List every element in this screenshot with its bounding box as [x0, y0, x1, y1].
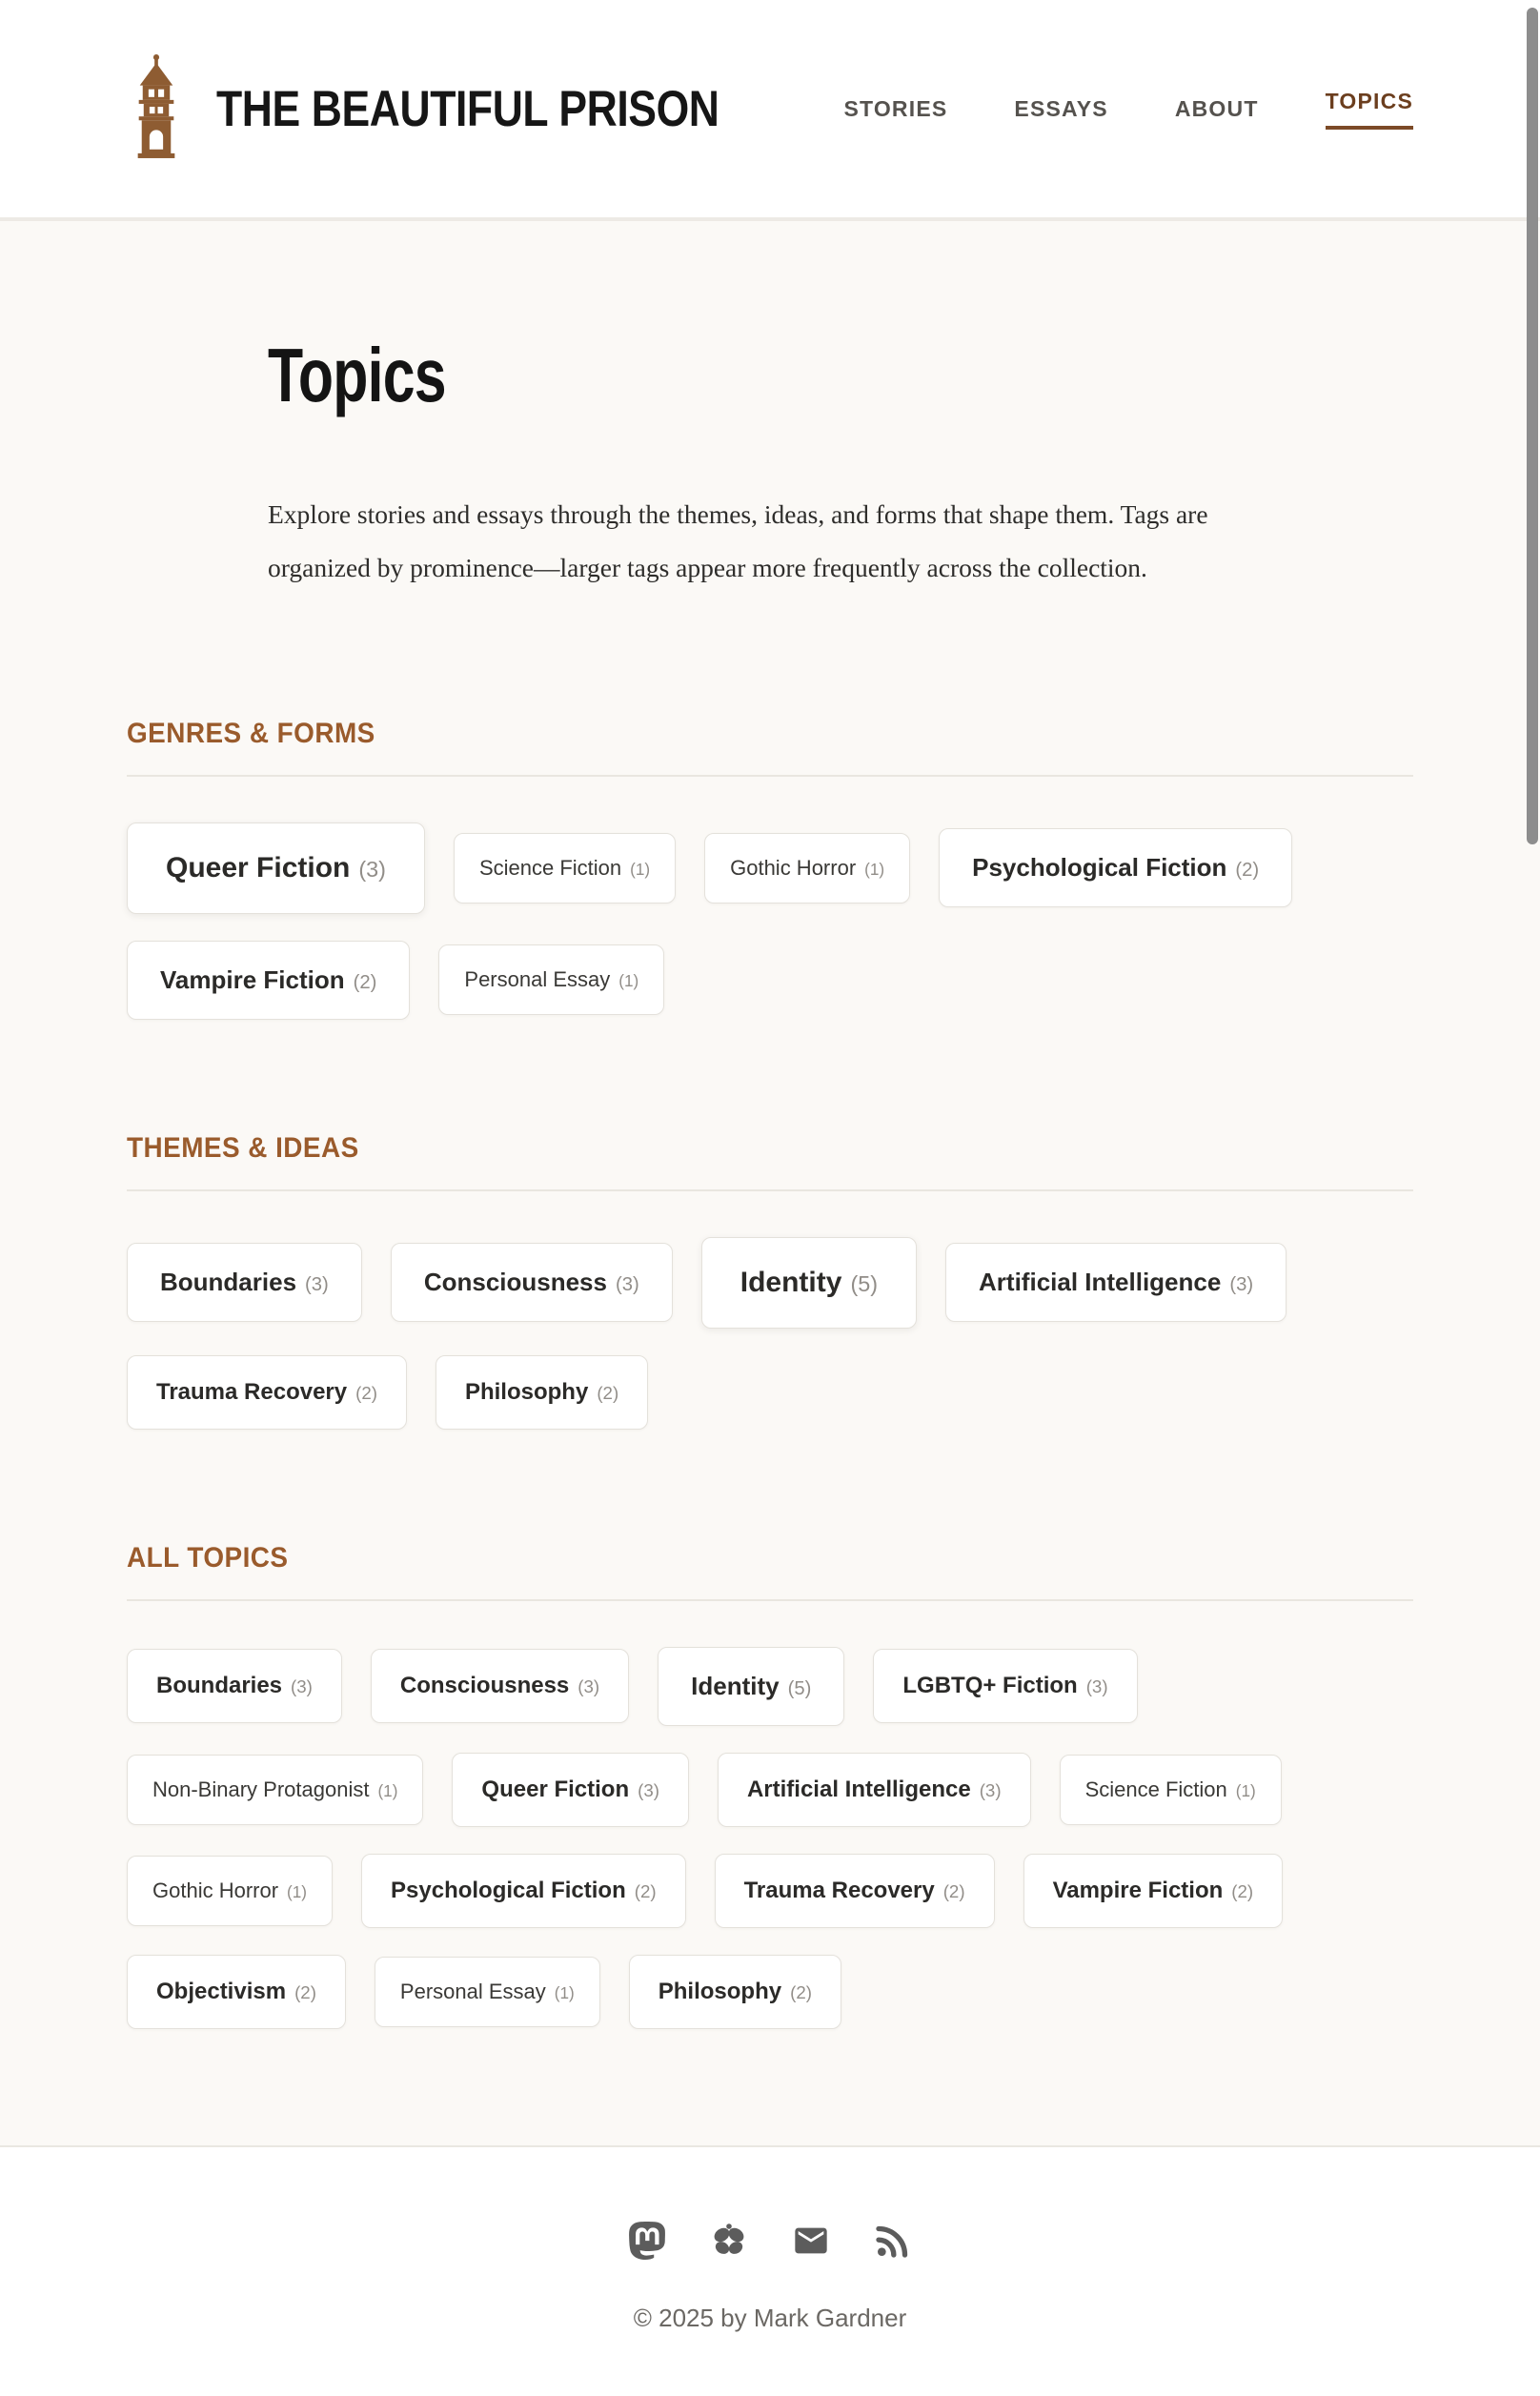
copyright: © 2025 by Mark Gardner: [633, 2303, 907, 2332]
tag-count: (3): [615, 1274, 639, 1296]
site-logo-link[interactable]: [127, 53, 815, 165]
tag-list: [127, 777, 1413, 1020]
tag-list: [127, 1601, 1413, 2029]
tag-count: (1): [630, 859, 651, 879]
tag-label: Trauma Recovery: [743, 1877, 935, 1903]
section-heading: GENRES & FORMS: [127, 717, 375, 749]
tag-count: (2): [353, 971, 377, 993]
tag-label: Personal Essay: [399, 1979, 546, 2003]
tag-label: Objectivism: [156, 1978, 287, 2004]
nav-stories[interactable]: STORIES: [843, 95, 948, 121]
tag-label: Vampire Fiction: [160, 964, 345, 994]
tag-label: Non-Binary Protagonist: [152, 1777, 370, 1801]
tag-label: Science Fiction: [1084, 1777, 1227, 1801]
tag-label: Psychological Fiction: [972, 853, 1227, 883]
section-heading: ALL TOPICS: [127, 1541, 289, 1574]
topic-tag[interactable]: [873, 1649, 1137, 1723]
topic-tag[interactable]: [127, 822, 425, 914]
topic-tag[interactable]: [939, 828, 1292, 907]
page-title: Topics: [268, 333, 446, 417]
tag-count: (3): [1085, 1676, 1108, 1697]
tag-count: (3): [291, 1676, 313, 1697]
tag-label: Consciousness: [423, 1268, 607, 1297]
topic-tag[interactable]: [629, 1955, 841, 2029]
tag-count: (2): [597, 1382, 619, 1403]
topic-tag[interactable]: [658, 1647, 844, 1726]
tag-label: Vampire Fiction: [1052, 1877, 1224, 1903]
tag-count: (2): [790, 1981, 812, 2002]
tag-count: (1): [287, 1881, 308, 1901]
tag-count: (1): [377, 1780, 398, 1800]
tag-label: Gothic Horror: [730, 855, 857, 880]
vertical-scrollbar[interactable]: [1527, 8, 1538, 844]
tag-count: (2): [634, 1880, 657, 1901]
tag-label: Queer Fiction: [166, 851, 351, 883]
nav-about[interactable]: ABOUT: [1174, 95, 1259, 121]
tag-label: Philosophy: [464, 1378, 589, 1405]
tag-label: Artificial Intelligence: [979, 1268, 1222, 1297]
topic-tag[interactable]: [127, 1243, 362, 1322]
topic-tag[interactable]: [127, 1755, 423, 1825]
tag-label: Gothic Horror: [152, 1878, 279, 1902]
topic-tag[interactable]: [945, 1243, 1287, 1322]
page-intro: Explore stories and essays through the themes, ideas, and forms that shape them. Tags are organized by prominence—larger tags appear more frequently across the collection.: [268, 499, 1208, 583]
tag-label: Personal Essay: [464, 967, 611, 992]
topic-tag[interactable]: [718, 1753, 1031, 1827]
tag-count: (3): [578, 1676, 600, 1697]
nav-topics[interactable]: TOPICS: [1326, 89, 1413, 130]
section-themes-ideas: [127, 1132, 1413, 1430]
tag-count: (5): [850, 1270, 879, 1296]
social-icons-row: [0, 2222, 1540, 2260]
topic-tag[interactable]: [127, 1856, 333, 1926]
tag-count: (2): [1231, 1880, 1254, 1901]
section-all-topics: [127, 1542, 1413, 2029]
tag-count: (1): [864, 859, 885, 879]
topic-tag[interactable]: [715, 1854, 995, 1928]
site-footer: [0, 2145, 1540, 2396]
sections-container: [127, 718, 1413, 2029]
mastodon-icon[interactable]: [628, 2222, 666, 2260]
topic-tag[interactable]: [704, 833, 910, 904]
site-title[interactable]: THE BEAUTIFUL PRISON: [216, 80, 719, 137]
section-genres-forms: [127, 718, 1413, 1020]
tag-count: (3): [638, 1779, 659, 1800]
rss-icon[interactable]: [874, 2222, 912, 2260]
site-header: [0, 0, 1540, 221]
tag-count: (2): [355, 1382, 377, 1403]
topic-tag[interactable]: [127, 1955, 346, 2029]
tag-count: (3): [1229, 1274, 1254, 1296]
tag-count: (1): [554, 1982, 575, 2002]
tag-label: Consciousness: [399, 1673, 570, 1699]
tag-label: Trauma Recovery: [156, 1378, 348, 1405]
tag-label: Identity: [740, 1266, 842, 1298]
topic-tag[interactable]: [1023, 1854, 1284, 1928]
topic-tag[interactable]: [127, 941, 410, 1020]
tag-label: Queer Fiction: [481, 1776, 630, 1802]
main-nav: [843, 89, 1413, 130]
topic-tag[interactable]: [454, 833, 676, 904]
topic-tag[interactable]: [127, 1649, 342, 1723]
tag-label: Boundaries: [160, 1268, 297, 1297]
tag-count: (2): [1235, 860, 1260, 882]
topic-tag[interactable]: [127, 1355, 407, 1430]
topic-tag[interactable]: [375, 1957, 600, 2027]
topic-tag[interactable]: [1060, 1755, 1282, 1825]
topic-tag[interactable]: [371, 1649, 629, 1723]
email-icon[interactable]: [792, 2222, 830, 2260]
tag-count: (2): [942, 1880, 965, 1901]
tag-label: Psychological Fiction: [391, 1877, 626, 1903]
topic-tag[interactable]: [438, 944, 664, 1015]
tag-label: Boundaries: [156, 1673, 283, 1699]
topic-tag[interactable]: [701, 1237, 917, 1329]
nav-essays[interactable]: ESSAYS: [1014, 95, 1108, 121]
tag-count: (1): [1235, 1780, 1256, 1800]
topic-tag[interactable]: [361, 1854, 686, 1928]
tag-count: (3): [979, 1779, 1002, 1800]
tower-logo-icon: [127, 53, 186, 165]
tag-label: Artificial Intelligence: [746, 1776, 971, 1802]
section-heading: THEMES & IDEAS: [127, 1131, 359, 1164]
topic-tag[interactable]: [391, 1243, 673, 1322]
bluesky-icon[interactable]: [710, 2222, 748, 2260]
tag-label: Identity: [691, 1671, 780, 1700]
tag-label: Science Fiction: [478, 855, 622, 880]
tag-list: [127, 1191, 1413, 1430]
tag-count: (2): [294, 1981, 316, 2002]
tag-count: (5): [787, 1677, 812, 1699]
tag-label: LGBTQ+ Fiction: [902, 1673, 1078, 1699]
tag-count: (1): [618, 971, 639, 991]
main-content: [127, 221, 1413, 2029]
tag-label: Philosophy: [658, 1978, 782, 2004]
topic-tag[interactable]: [452, 1753, 689, 1827]
tag-count: (3): [305, 1274, 329, 1296]
tag-count: (3): [358, 856, 386, 882]
topic-tag[interactable]: [436, 1355, 648, 1430]
